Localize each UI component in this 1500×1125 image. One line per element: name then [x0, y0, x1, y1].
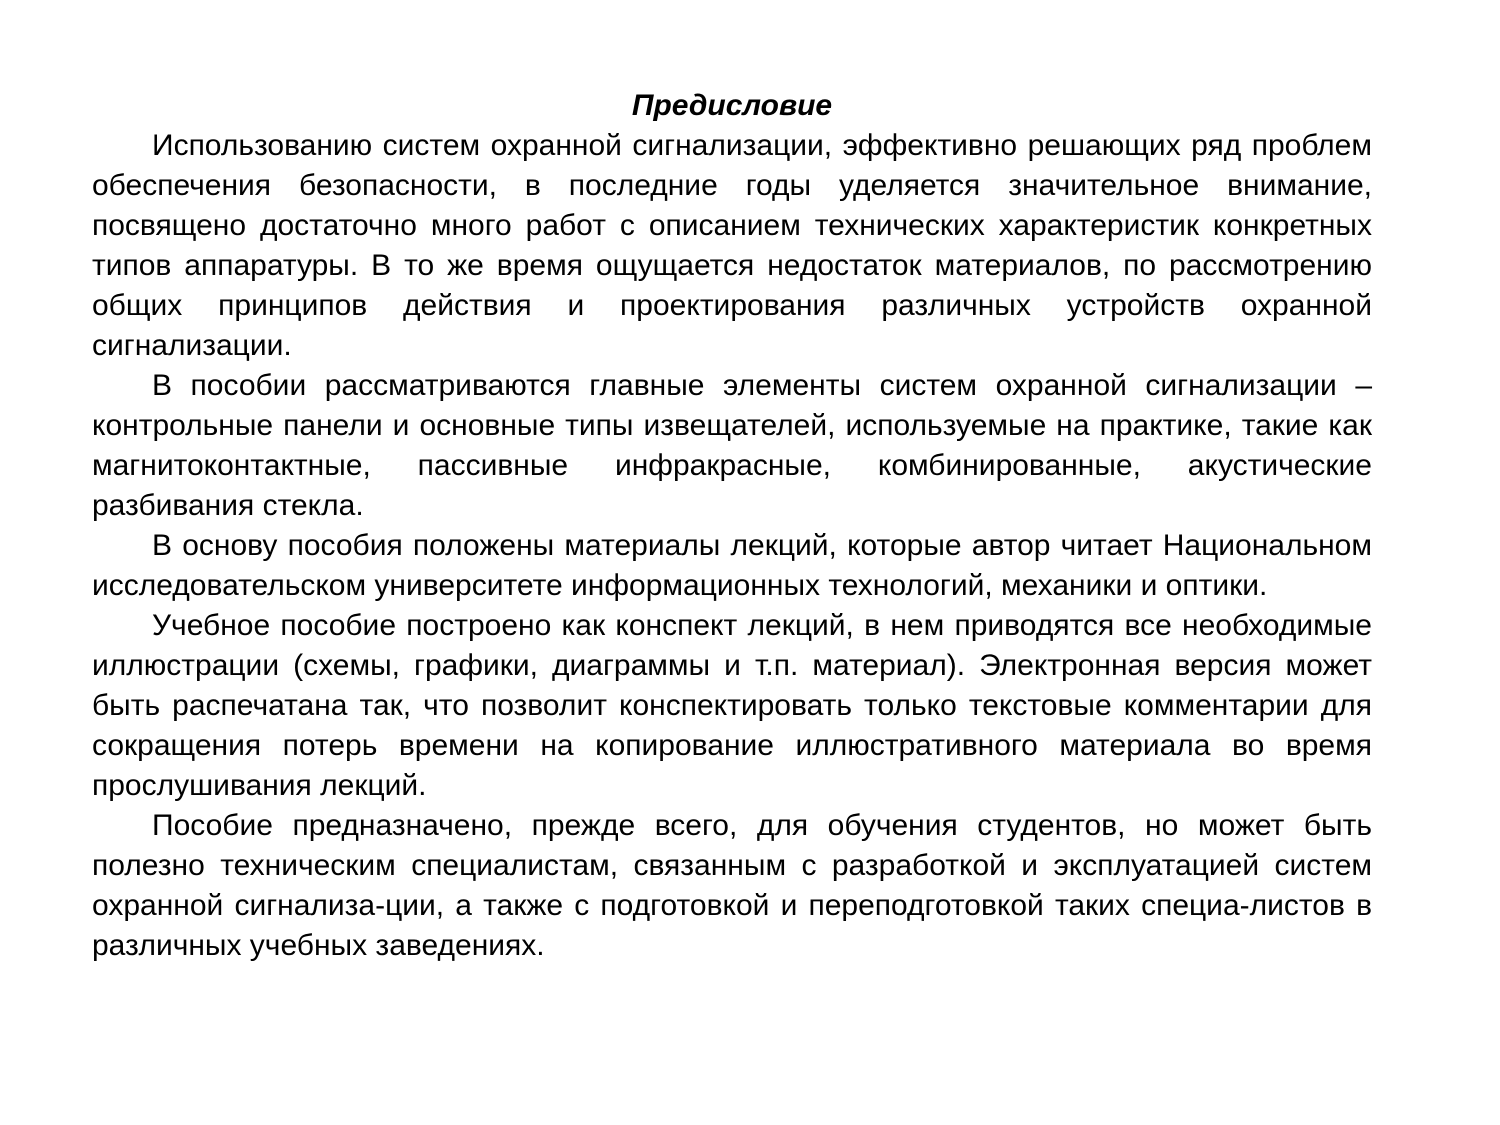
- document-page: [92, 86, 1372, 966]
- paragraph-2: В пособии рассматриваются главные элементы систем охранной сигнализации – контрольные панели и основные типы извещателей, используемые на практике, такие как магнитоконтактные, пассивные инфракрасные, комбинированные, акустические разбивания стекла.: [92, 369, 1372, 522]
- paragraph-4: Учебное пособие построено как конспект лекций, в нем приводятся все необходимые иллюстрации (схемы, графики, диаграммы и т.п. материал). Электронная версия может быть распечатана так, что позволит конспектировать только текстовые комментарии для сокращения потерь времени на копирование иллюстративного материала во время прослушивания лекций.: [92, 609, 1372, 802]
- paragraph-5: Пособие предназначено, прежде всего, для обучения студентов, но может быть полезно техническим специалистам, связанным с разработкой и эксплуатацией систем охранной сигнализа-ции, а также с подготовкой и переподготовкой таких специа-листов в различных учебных заведениях.: [92, 809, 1372, 962]
- paragraph-1: Использованию систем охранной сигнализации, эффективно решающих ряд проблем обеспечения безопасности, в последние годы уделяется значительное внимание, посвящено достаточно много работ с описанием технических характеристик конкретных типов аппаратуры. В то же время ощущается недостаток материалов, по рассмотрению общих принципов действия и проектирования различных устройств охранной сигнализации.: [92, 129, 1372, 362]
- paragraph-3: В основу пособия положены материалы лекций, которые автор читает Национальном исследовательском университете информационных технологий, механики и оптики.: [92, 529, 1372, 602]
- document-title: Предисловие: [631, 89, 833, 122]
